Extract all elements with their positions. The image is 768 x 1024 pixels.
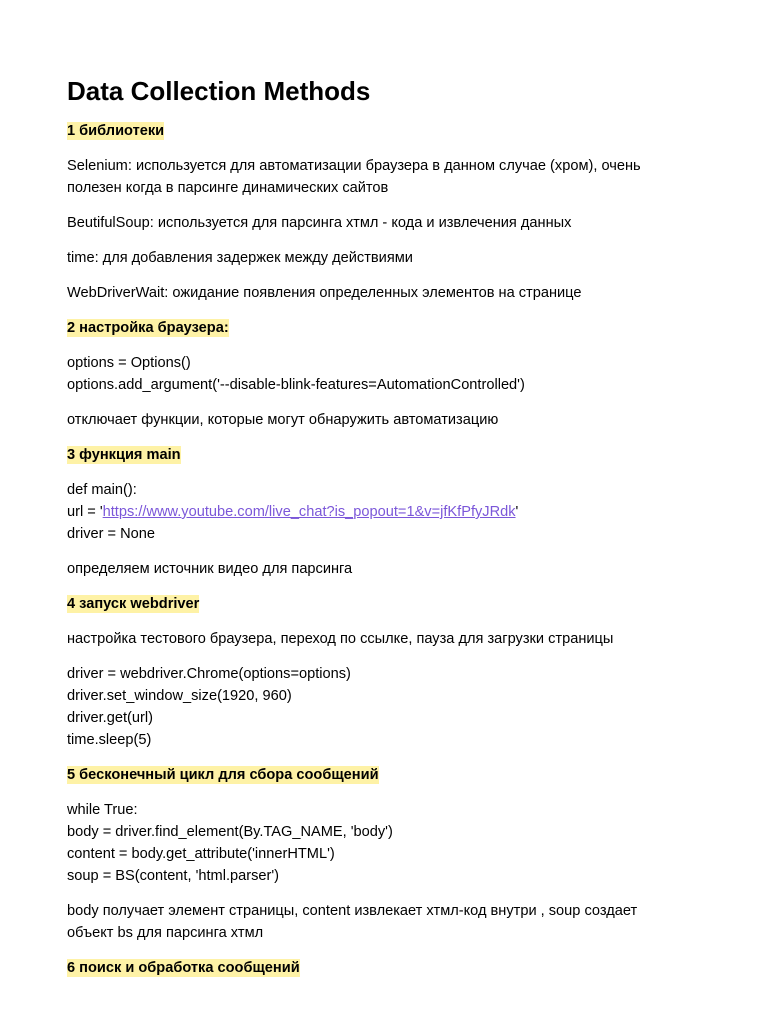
document-page — [67, 74, 707, 992]
code-line: def main(): — [67, 482, 137, 498]
code-line: content = body.get_attribute('innerHTML') — [67, 846, 335, 862]
code-block-webdriver — [67, 663, 707, 751]
code-line: options.add_argument('--disable-blink-features=AutomationControlled') — [67, 377, 525, 393]
text-line: WebDriverWait: ожидание появления определенных элементов на странице — [67, 285, 582, 301]
section-heading-message-search — [67, 957, 707, 979]
heading-highlight: 3 функция main — [67, 447, 181, 463]
document-title: Data Collection Methods — [67, 76, 371, 106]
section-heading-browser-setup — [67, 317, 707, 339]
heading-highlight: 1 библиотеки — [67, 123, 165, 139]
code-line: while True: — [67, 802, 138, 818]
paragraph-selenium — [67, 155, 707, 199]
heading-highlight: 4 запуск webdriver — [67, 596, 200, 612]
heading-highlight: 5 бесконечный цикл для сбора сообщений — [67, 767, 379, 783]
section-heading-infinite-loop — [67, 764, 707, 786]
paragraph-main-note — [67, 558, 707, 580]
section-heading-webdriver-launch — [67, 593, 707, 615]
heading-highlight: 2 настройка браузера: — [67, 320, 229, 336]
paragraph-webdriver-note — [67, 628, 707, 650]
code-line: driver = webdriver.Chrome(options=options) — [67, 666, 351, 682]
code-line: options = Options() — [67, 355, 191, 371]
code-block-loop — [67, 799, 707, 887]
code-line: driver = None — [67, 526, 156, 542]
paragraph-loop-note — [67, 900, 707, 944]
url-suffix: ' — [515, 504, 519, 520]
text-line: объект bs для парсинга хтмл — [67, 925, 264, 941]
section-heading-libraries — [67, 120, 707, 142]
url-prefix: url = ' — [67, 504, 103, 520]
code-line: time.sleep(5) — [67, 732, 152, 748]
text-line: полезен когда в парсинге динамических сайтов — [67, 180, 389, 196]
code-line-url — [67, 501, 707, 523]
text-line: Selenium: используется для автоматизации браузера в данном случае (хром), очень — [67, 158, 641, 174]
text-line: time: для добавления задержек между действиями — [67, 250, 413, 266]
text-line: настройка тестового браузера, переход по ссылке, пауза для загрузки страницы — [67, 631, 614, 647]
code-line: body = driver.find_element(By.TAG_NAME, 'body') — [67, 824, 393, 840]
paragraph-options-note — [67, 409, 707, 431]
paragraph-time — [67, 247, 707, 269]
code-line: driver.get(url) — [67, 710, 153, 726]
section-heading-main-function — [67, 444, 707, 466]
heading-highlight: 6 поиск и обработка сообщений — [67, 960, 300, 976]
code-block-options — [67, 352, 707, 396]
text-line: body получает элемент страницы, content извлекает хтмл-код внутри , soup создает — [67, 903, 638, 919]
paragraph-webdriverwait — [67, 282, 707, 304]
text-line: BeutifulSoup: используется для парсинга хтмл - кода и извлечения данных — [67, 215, 572, 231]
text-line: отключает функции, которые могут обнаружить автоматизацию — [67, 412, 499, 428]
paragraph-beautifulsoup — [67, 212, 707, 234]
code-block-main — [67, 479, 707, 545]
code-line: soup = BS(content, 'html.parser') — [67, 868, 280, 884]
youtube-live-chat-link[interactable]: https://www.youtube.com/live_chat?is_popout=1&v=jfKfPfyJRdk — [102, 504, 516, 520]
code-line: driver.set_window_size(1920, 960) — [67, 688, 292, 704]
text-line: определяем источник видео для парсинга — [67, 561, 353, 577]
